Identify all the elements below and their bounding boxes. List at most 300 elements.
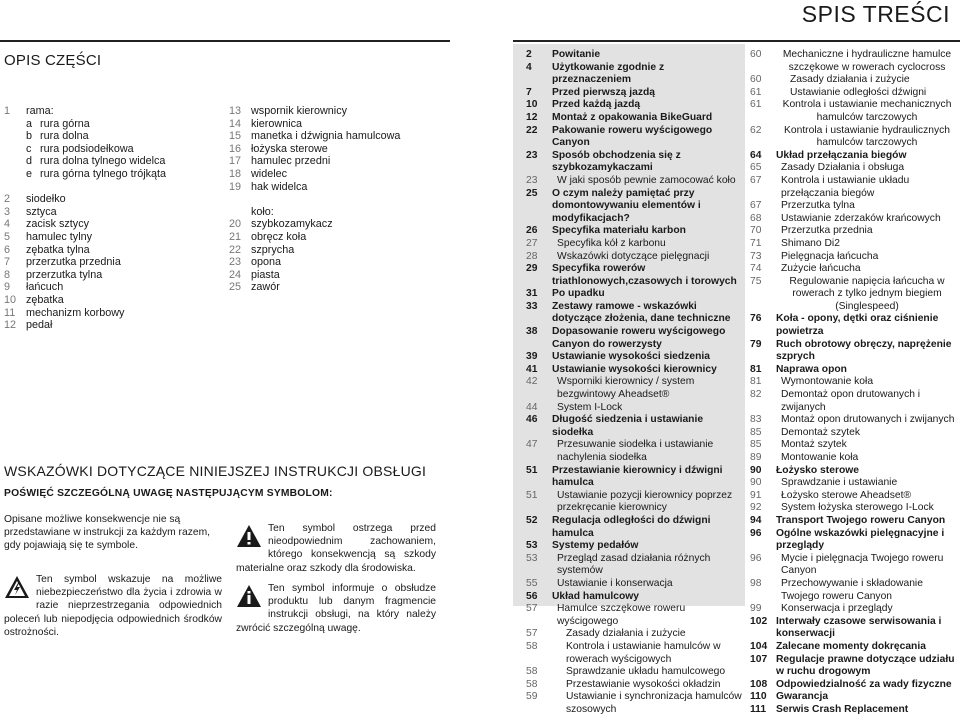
toc-entry [526,125,742,150]
toc-page-number: 55 [526,577,538,589]
toc-entry-title: Regulacja odległości do dźwigni hamulca [552,514,711,539]
toc-page-number: 53 [526,552,538,564]
toc-page-number: 67 [750,200,762,212]
toc-page-number: 111 [750,703,767,715]
toc-entry-title: Specyfika rowerów triathlonowych,czasowych i torowych [552,263,737,287]
part-label: łożyska sterowe [251,142,328,155]
toc-entry-title: Montaż opon drutowanych i zwijanych [781,414,955,426]
toc-page-number: 70 [750,225,762,237]
toc-page-number: 23 [526,174,538,186]
toc-page-number: 44 [526,401,538,413]
part-item [4,206,166,219]
part-label: przerzutka przednia [26,256,121,269]
toc-column-2 [750,49,958,716]
toc-page-number: 91 [750,489,762,501]
toc-entry [750,162,958,175]
toc-entry [750,578,958,603]
toc-entry [750,528,958,553]
part-label: rura podsiodełkowa [40,142,134,155]
toc-entry [526,364,742,377]
toc-entry [750,339,958,364]
warning-info [236,582,436,635]
part-label: wspornik kierownicy [251,105,348,117]
part-item [229,155,400,168]
toc-entry [526,490,742,515]
toc-entry [526,515,742,540]
warning-caution-text: Ten symbol ostrzega przed nieodpowiednim zachowaniem, którego konsekwencją są szkody materialne oraz szkody dla środowiska. [236,523,436,574]
toc-entry-title: Mycie i pielęgnacja Twojego roweru Canyon [781,552,944,577]
toc-entry [750,515,958,528]
toc-page-number: 104 [750,640,768,652]
toc-entry-title: Specyfika materiału karbon [552,225,686,237]
toc-entry [750,99,958,124]
part-label: zębatka [26,293,64,306]
toc-entry-title: Kontrola i ustawianie hamulców w rowerach wyścigowych [566,640,721,665]
part-number: 16 [229,142,242,155]
toc-page-number: 75 [750,275,762,287]
part-item [229,168,400,181]
part-item [229,206,400,219]
toc-page-number: 53 [526,540,538,552]
toc-entry [526,251,742,264]
header-bar [0,0,960,38]
toc-entry-title: Sprawdzanie układu hamulcowego [566,666,726,678]
part-item [4,269,166,282]
part-label: kierownica [251,117,303,130]
toc-entry-title: Demontaż opon drutowanych i zwijanych [781,389,921,413]
part-label: przerzutka tylna [26,268,103,281]
part-number: 4 [4,218,11,231]
toc-page-number: 94 [750,514,762,526]
part-item [4,256,166,269]
toc-entry [526,578,742,591]
toc-entry-title: Naprawa opon [776,363,847,375]
part-item [4,193,166,206]
toc-entry-title: Serwis Crash Replacement [776,703,909,715]
part-item [4,218,166,231]
toc-page-number: 46 [526,414,538,426]
toc-entry-title: Ustawianie wysokości siedzenia [552,351,710,363]
toc-entry [526,679,742,692]
part-item [229,118,400,131]
toc-entry-title: Ustawianie zderzaków krańcowych [781,212,941,224]
toc-entry-title: Gwarancja [776,691,829,703]
part-label: manetka i dźwignia hamulcowa [251,130,401,143]
toc-entry [750,502,958,515]
toc-page-number: 74 [750,263,762,275]
toc-page-number: 73 [750,250,762,262]
toc-entry [750,125,958,150]
parts-list-col1 [4,105,166,332]
toc-entry-title: Przed pierwszą jazdą [552,86,656,98]
toc-page-number: 110 [750,691,767,703]
part-number: 17 [229,155,242,168]
toc-entry-title: Przed każdą jazdą [552,99,641,111]
part-number: 15 [229,130,242,143]
toc-entry-title: Systemy pedałów [552,540,639,552]
toc-page-number: 62 [750,124,762,136]
toc-column-1 [526,49,742,716]
toc-entry-title: Montaż z opakowania BikeGuard [552,111,713,123]
divider-right [513,40,960,42]
toc-entry [750,376,958,389]
toc-page-number: 85 [750,426,762,438]
toc-entry [526,591,742,604]
part-label: hamulec tylny [26,230,93,243]
toc-entry [750,87,958,100]
toc-entry [526,628,742,641]
toc-entry [750,213,958,226]
toc-page-number: 64 [750,149,762,161]
toc-entry [526,150,742,175]
parts-list-col2 [229,105,400,294]
part-number: 25 [229,281,242,294]
toc-entry [526,112,742,125]
toc-entry [526,225,742,238]
toc-entry-title: Pielęgnacja łańcucha [781,250,879,262]
part-number: 6 [4,243,11,256]
toc-entry [526,641,742,666]
toc-entry [750,691,958,704]
part-sub-letter: d [26,155,33,168]
part-label: rura dolna tylnego widelca [40,155,166,168]
toc-entry-title: Łożysko sterowe Aheadset® [781,489,912,501]
part-number: 24 [229,268,242,281]
toc-entry [750,175,958,200]
toc-page-number: 33 [526,300,538,312]
toc-entry [750,263,958,276]
toc-page-number: 51 [526,464,538,476]
toc-entry [750,276,958,314]
divider-left [0,40,450,42]
toc-page-number: 2 [526,49,532,60]
toc-page-number: 51 [526,489,538,501]
part-number: 12 [4,319,17,332]
toc-entry [526,175,742,188]
part-item [229,244,400,257]
part-label: obręcz koła [251,230,307,243]
toc-page-number: 58 [526,640,538,652]
toc-entry [750,465,958,478]
part-number: 7 [4,256,11,269]
part-number: 3 [4,205,11,218]
toc-entry-title: Wymontowanie koła [781,376,874,388]
toc-page-number: 89 [750,452,762,463]
toc-page-number: 57 [526,628,538,640]
toc-entry [526,238,742,251]
toc-entry [750,452,958,465]
part-number: 20 [229,218,242,231]
part-number: 2 [4,193,11,206]
toc-entry [526,666,742,679]
toc-entry-title: Sprawdzanie i ustawianie [781,477,898,489]
toc-entry [750,439,958,452]
part-item [4,130,166,143]
toc-entry-title: Ustawianie i konserwacja [557,577,673,589]
toc-entry [526,414,742,439]
toc-entry-title: Ogólne wskazówki pielęgnacyjne i przeglądy [776,527,945,552]
toc-entry-title: Przegląd zasad działania różnych systemów [557,552,711,577]
part-label: zębatka tylna [26,243,90,256]
toc-page-number: 38 [526,326,538,338]
toc-page-number: 99 [750,603,762,615]
toc-entry [526,439,742,464]
toc-page-number: 52 [526,514,538,526]
part-item [229,130,400,143]
toc-entry-title: Ustawianie odległości dźwigni [790,86,927,98]
parts-gap [229,193,400,206]
part-label: mechanizm korbowy [26,306,125,319]
toc-entry-title: Przestawianie wysokości okładzin [566,678,721,690]
part-item [229,218,400,231]
part-label: zacisk sztycy [26,218,89,231]
toc-entry [526,49,742,62]
toc-entry-title: Koła - opony, dętki oraz ciśnienie powietrza [776,313,939,338]
part-item [4,244,166,257]
warning-caution [236,522,436,575]
toc-entry-title: Zużycie łańcucha [781,263,861,275]
part-label: rama: [26,105,54,117]
toc-page-number: 60 [750,74,762,86]
part-number: 8 [4,268,11,281]
part-item [4,319,166,332]
toc-entry [750,641,958,654]
toc-entry [750,49,958,74]
part-number: 19 [229,180,242,193]
toc-page-number: 96 [750,527,762,539]
toc-page-number: 12 [526,111,538,123]
toc-page-number: 107 [750,653,768,665]
toc-page-number: 56 [526,590,538,602]
toc-entry [750,616,958,641]
safety-intro: Opisane możliwe konsekwencje nie są przedstawiane w instrukcji za każdym razem, gdy pojawiają się te symbole. [4,514,211,551]
toc-page-number: 4 [526,61,532,73]
toc-entry-title: Zasady działania i zużycie [566,628,686,640]
toc-entry-title: Dopasowanie roweru wyścigowego Canyon do rowerzysty [552,326,726,350]
toc-entry-title: System łożyska sterowego I-Lock [781,502,934,514]
page-title: SPIS TREŚCI [801,1,950,27]
toc-entry-title: Układ hamulcowy [552,590,639,602]
toc-entry [526,540,742,553]
warning-danger [4,573,222,639]
part-number: 23 [229,256,242,269]
toc-entry [750,654,958,679]
part-number: 9 [4,281,11,294]
toc-entry [526,553,742,578]
parts-gap [4,181,166,194]
toc-entry [750,389,958,414]
part-item [229,281,400,294]
part-label: rura dolna [40,130,89,143]
toc-entry-title: Zalecane momenty dokręcania [776,640,926,652]
toc-page-number: 29 [526,263,538,275]
toc-entry [750,225,958,238]
part-item [4,281,166,294]
part-number: 13 [229,105,242,117]
part-number: 22 [229,243,242,256]
toc-entry-title: Ustawianie i synchronizacja hamulców szosowych [566,691,742,715]
toc-entry [526,263,742,288]
part-number: 11 [4,306,16,319]
toc-entry [750,679,958,692]
toc-page-number: 61 [750,86,762,98]
toc-page-number: 31 [526,288,538,300]
toc-entry-title: Montaż szytek [781,439,847,451]
toc-page-number: 96 [750,552,762,564]
toc-page-number: 59 [526,691,538,703]
toc-entry [526,301,742,326]
toc-page-number: 102 [750,615,768,627]
warning-caution-icon [236,524,262,548]
toc-entry-title: Zasady działania i zużycie [790,74,910,86]
toc-entry-title: Sposób obchodzenia się z szybkozamykaczami [552,149,681,174]
toc-entry [750,313,958,338]
part-label: hak widelca [251,180,308,193]
toc-page-number: 67 [750,174,762,186]
part-number: 14 [229,117,242,130]
toc-entry-title: Pakowanie roweru wyścigowego Canyon [552,124,713,149]
parts-section-title: OPIS CZĘŚCI [4,52,102,69]
part-label: szybkozamykacz [251,218,333,231]
part-label: sztyca [26,205,57,218]
toc-entry [750,364,958,377]
toc-entry-title: Transport Twojego roweru Canyon [776,514,946,526]
toc-entry [750,490,958,503]
toc-entry-title: Kontrola i ustawianie hydraulicznych hamulców tarczowych [784,124,950,149]
toc-entry-title: Hamulce szczękowe roweru wyścigowego [557,603,686,627]
toc-page-number: 58 [526,666,538,678]
part-label: koło: [251,205,274,218]
toc-page-number: 81 [750,363,762,375]
part-label: siodełko [26,193,66,206]
toc-entry-title: Długość siedzenia i ustawianie siodełka [552,414,704,438]
toc-page-number: 65 [750,162,762,174]
toc-page-number: 90 [750,464,762,476]
part-item [4,143,166,156]
toc-entry [750,251,958,264]
part-number: 18 [229,167,242,180]
warning-info-text: Ten symbol informuje o obsłudze produktu lub danym fragmencie instrukcji obsługi, na który należy zwrócić szczególną uwagę. [236,583,436,634]
toc-entry [750,553,958,578]
toc-entry [526,326,742,351]
safety-title: WSKAZÓWKI DOTYCZĄCE NINIEJSZEJ INSTRUKCJI OBSŁUGI [4,463,427,479]
toc-entry [750,238,958,251]
toc-entry-title: Demontaż szytek [781,426,860,438]
toc-page-number: 60 [750,49,762,60]
toc-entry-title: Po upadku [552,288,605,300]
toc-page-number: 7 [526,86,532,98]
warning-danger-text: Ten symbol wskazuje na możliwe niebezpieczeństwo dla życia i zdrowia w razie nieprzestrzegania odpowiednich poleceń lub niepodjęcia odpowiednich środków ostrożności. [4,574,222,638]
toc-entry-title: Ustawianie pozycji kierownicy poprzez przekręcanie kierownicy [557,489,733,514]
part-label: łańcuch [26,281,64,294]
toc-page-number: 41 [526,363,538,375]
toc-entry-title: Interwały czasowe serwisowania i konserwacji [776,615,942,640]
toc-page-number: 108 [750,678,768,690]
toc-entry [750,603,958,616]
part-label: zawór [251,281,280,294]
part-item [229,105,400,118]
toc-entry-title: Przerzutka przednia [781,225,873,237]
part-label: rura górna [40,117,90,130]
part-label: rura górna tylnego trójkąta [40,167,167,180]
toc-entry-title: Przestawianie kierownicy i dźwigni hamulca [552,464,723,489]
toc-entry-title: Zestawy ramowe - wskazówki dotyczące złożenia, dane techniczne [552,300,731,325]
part-item [4,155,166,168]
toc-entry-title: Ruch obrotowy obręczy, naprężenie szprych [776,338,952,363]
part-label: pedał [26,319,53,332]
part-label: hamulec przedni [251,155,331,168]
toc-entry [526,99,742,112]
toc-entry [750,427,958,440]
part-sub-letter: e [26,167,33,180]
toc-entry [750,200,958,213]
part-label: opona [251,256,282,269]
toc-entry-title: System I-Lock [557,401,623,413]
toc-page-number: 61 [750,99,762,111]
toc-page-number: 79 [750,338,762,350]
toc-entry-title: Wsporniki kierownicy / system bezgwintowy Aheadset® [557,376,695,401]
part-sub-letter: c [26,142,32,155]
toc-entry-title: Użytkowanie zgodnie z przeznaczeniem [552,61,665,86]
toc-entry [526,603,742,628]
part-item [229,269,400,282]
part-label: piasta [251,268,280,281]
toc-entry-title: Regulowanie napięcia łańcucha w rowerach z tylko jednym biegiem (Singlespeed) [789,275,945,312]
warning-danger-icon [4,575,30,599]
toc-page-number: 25 [526,187,538,199]
part-number: 21 [229,230,242,243]
toc-page-number: 76 [750,313,762,325]
toc-entry [750,704,958,716]
part-item [229,181,400,194]
toc-entry-title: Kontrola i ustawianie mechanicznych hamulców tarczowych [782,99,952,123]
safety-subtitle: POŚWIĘĆ SZCZEGÓLNĄ UWAGĘ NASTĘPUJĄCYM SYMBOLOM: [4,488,333,499]
toc-entry-title: O czym należy pamiętać przy domontowywaniu elementów i modyfikacjach? [552,187,701,224]
toc-entry-title: Powitanie [552,49,601,60]
toc-entry-title: Zasady Działania i obsługa [781,162,905,174]
toc-page-number: 90 [750,477,762,489]
part-number: 10 [4,293,17,306]
part-item [4,307,166,320]
toc-entry-title: Montowanie koła [781,452,859,463]
toc-page-number: 58 [526,678,538,690]
toc-entry-title: Specyfika kół z karbonu [557,237,666,249]
toc-entry-title: Mechaniczne i hydrauliczne hamulce szczękowe w rowerach cyclocross [782,49,952,73]
toc-entry [526,376,742,401]
toc-page-number: 10 [526,99,538,111]
part-item [4,168,166,181]
toc-page-number: 71 [750,237,762,249]
toc-entry [526,465,742,490]
toc-entry-title: Kontrola i ustawianie układu przełączania biegów [781,174,910,199]
toc-entry [750,477,958,490]
toc-entry-title: Odpowiedzialność za wady fizyczne [776,678,952,690]
part-item [229,256,400,269]
part-sub-letter: b [26,130,33,143]
info-icon [236,584,262,608]
toc-entry-title: Wskazówki dotyczące pielęgnacji [557,250,710,262]
toc-entry [526,402,742,415]
toc-entry-title: Łożysko sterowe [776,464,859,476]
toc-entry [526,288,742,301]
toc-entry-title: Ustawianie wysokości kierownicy [552,363,717,375]
toc-entry [750,414,958,427]
part-item [4,105,166,118]
toc-entry-title: Przerzutka tylna [781,200,855,212]
toc-entry-title: Przesuwanie siodełka i ustawianie nachylenia siodełka [557,439,714,463]
toc-page-number: 85 [750,439,762,451]
part-label: szprycha [251,243,295,256]
